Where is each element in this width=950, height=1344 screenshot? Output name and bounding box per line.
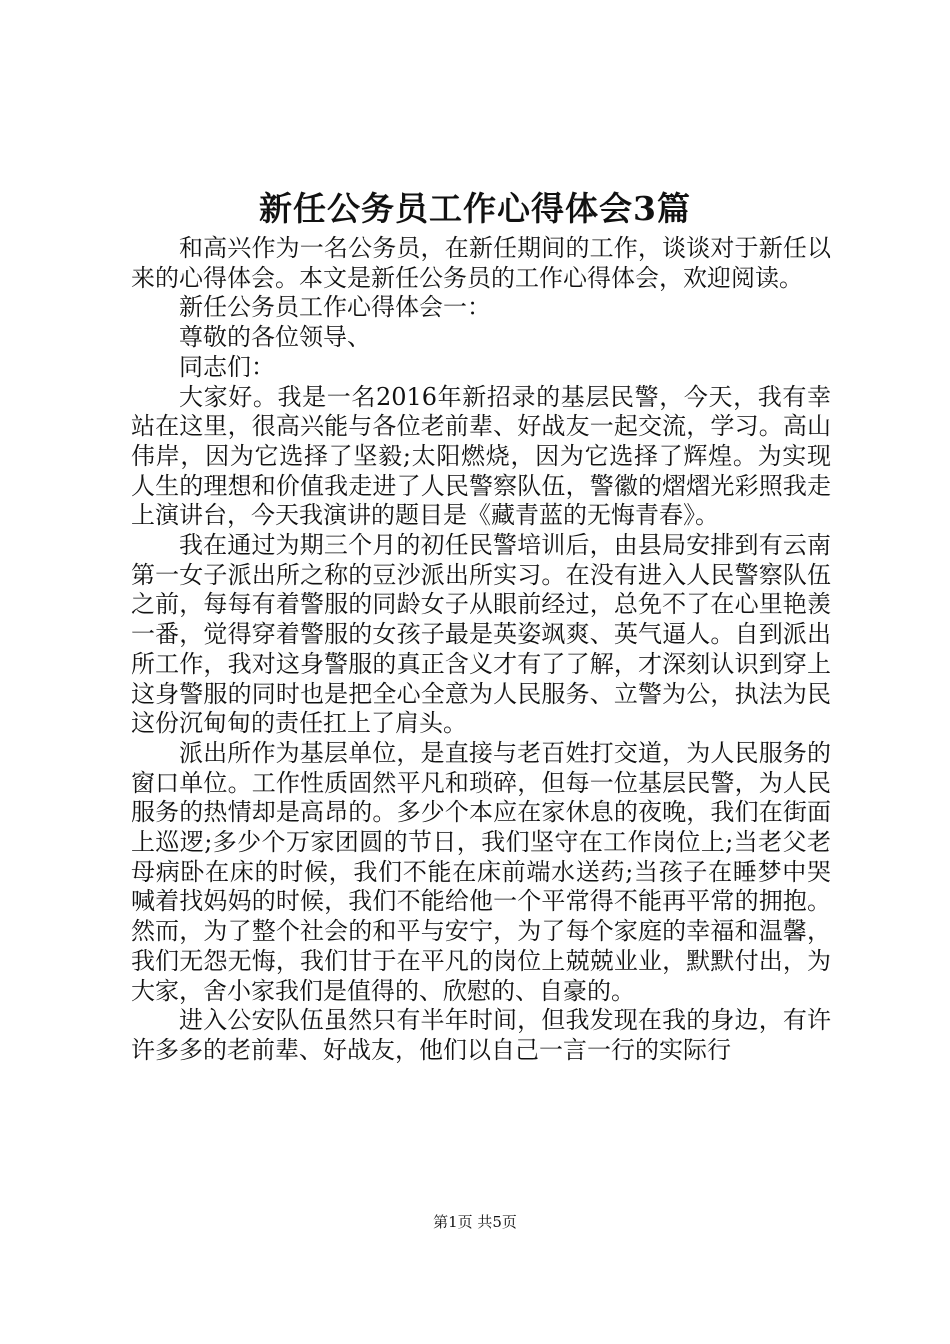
paragraph-intro: 和高兴作为一名公务员，在新任期间的工作，谈谈对于新任以来的心得体会。本文是新任公务员的工作心得体会，欢迎阅读。: [131, 234, 831, 292]
document-body: [131, 234, 831, 1066]
document-title: 新任公务员工作心得体会3篇: [259, 189, 691, 228]
paragraph-police-station: 派出所作为基层单位，是直接与老百姓打交道，为人民服务的窗口单位。工作性质固然平凡和琐碎，但每一位基层民警，为人民服务的热情却是高昂的。多少个本应在家休息的夜晚，我们在街面上巡逻;多少个万家团圆的节日，我们坚守在工作岗位上;当老父老母病卧在床的时候，我们不能在床前端水送药;当孩子在睡梦中哭喊着找妈妈的时候，我们不能给他一个平常得不能再平常的拥抱。然而，为了整个社会的和平与安宁，为了每个家庭的幸福和温馨，我们无怨无悔，我们甘于在平凡的岗位上兢兢业业，默默付出，为大家，舍小家我们是值得的、欣慰的、自豪的。: [131, 738, 831, 1005]
paragraph-half-year: 进入公安队伍虽然只有半年时间，但我发现在我的身边，有许许多多的老前辈、好战友，他们以自己一言一行的实际行: [131, 1006, 831, 1064]
paragraph-salutation: 尊敬的各位领导、: [179, 323, 371, 352]
paragraph-comrades: 同志们：: [179, 352, 275, 381]
paragraph-heading-one: 新任公务员工作心得体会一：: [179, 293, 491, 322]
paragraph-internship: 我在通过为期三个月的初任民警培训后，由县局安排到有云南第一女子派出所之称的豆沙派出所实习。在没有进入人民警察队伍之前，每每有着警服的同龄女子从眼前经过，总免不了在心里艳羡一番，觉得穿着警服的女孩子最是英姿飒爽、英气逼人。自到派出所工作，我对这身警服的真正含义才有了了解，才深刻认识到穿上这身警服的同时也是把全心全意为人民服务、立警为公，执法为民这份沉甸甸的责任扛上了肩头。: [131, 531, 831, 738]
paragraph-greeting: 大家好。我是一名2016年新招录的基层民警，今天，我有幸站在这里，很高兴能与各位老前辈、好战友一起交流，学习。高山伟岸，因为它选择了坚毅;太阳燃烧，因为它选择了辉煌。为实现人生的理想和价值我走进了人民警察队伍，警徽的熠熠光彩照我走上演讲台，今天我演讲的题目是《藏青蓝的无悔青春》。: [131, 382, 831, 530]
page-footer: 第1页 共5页: [433, 1213, 517, 1231]
